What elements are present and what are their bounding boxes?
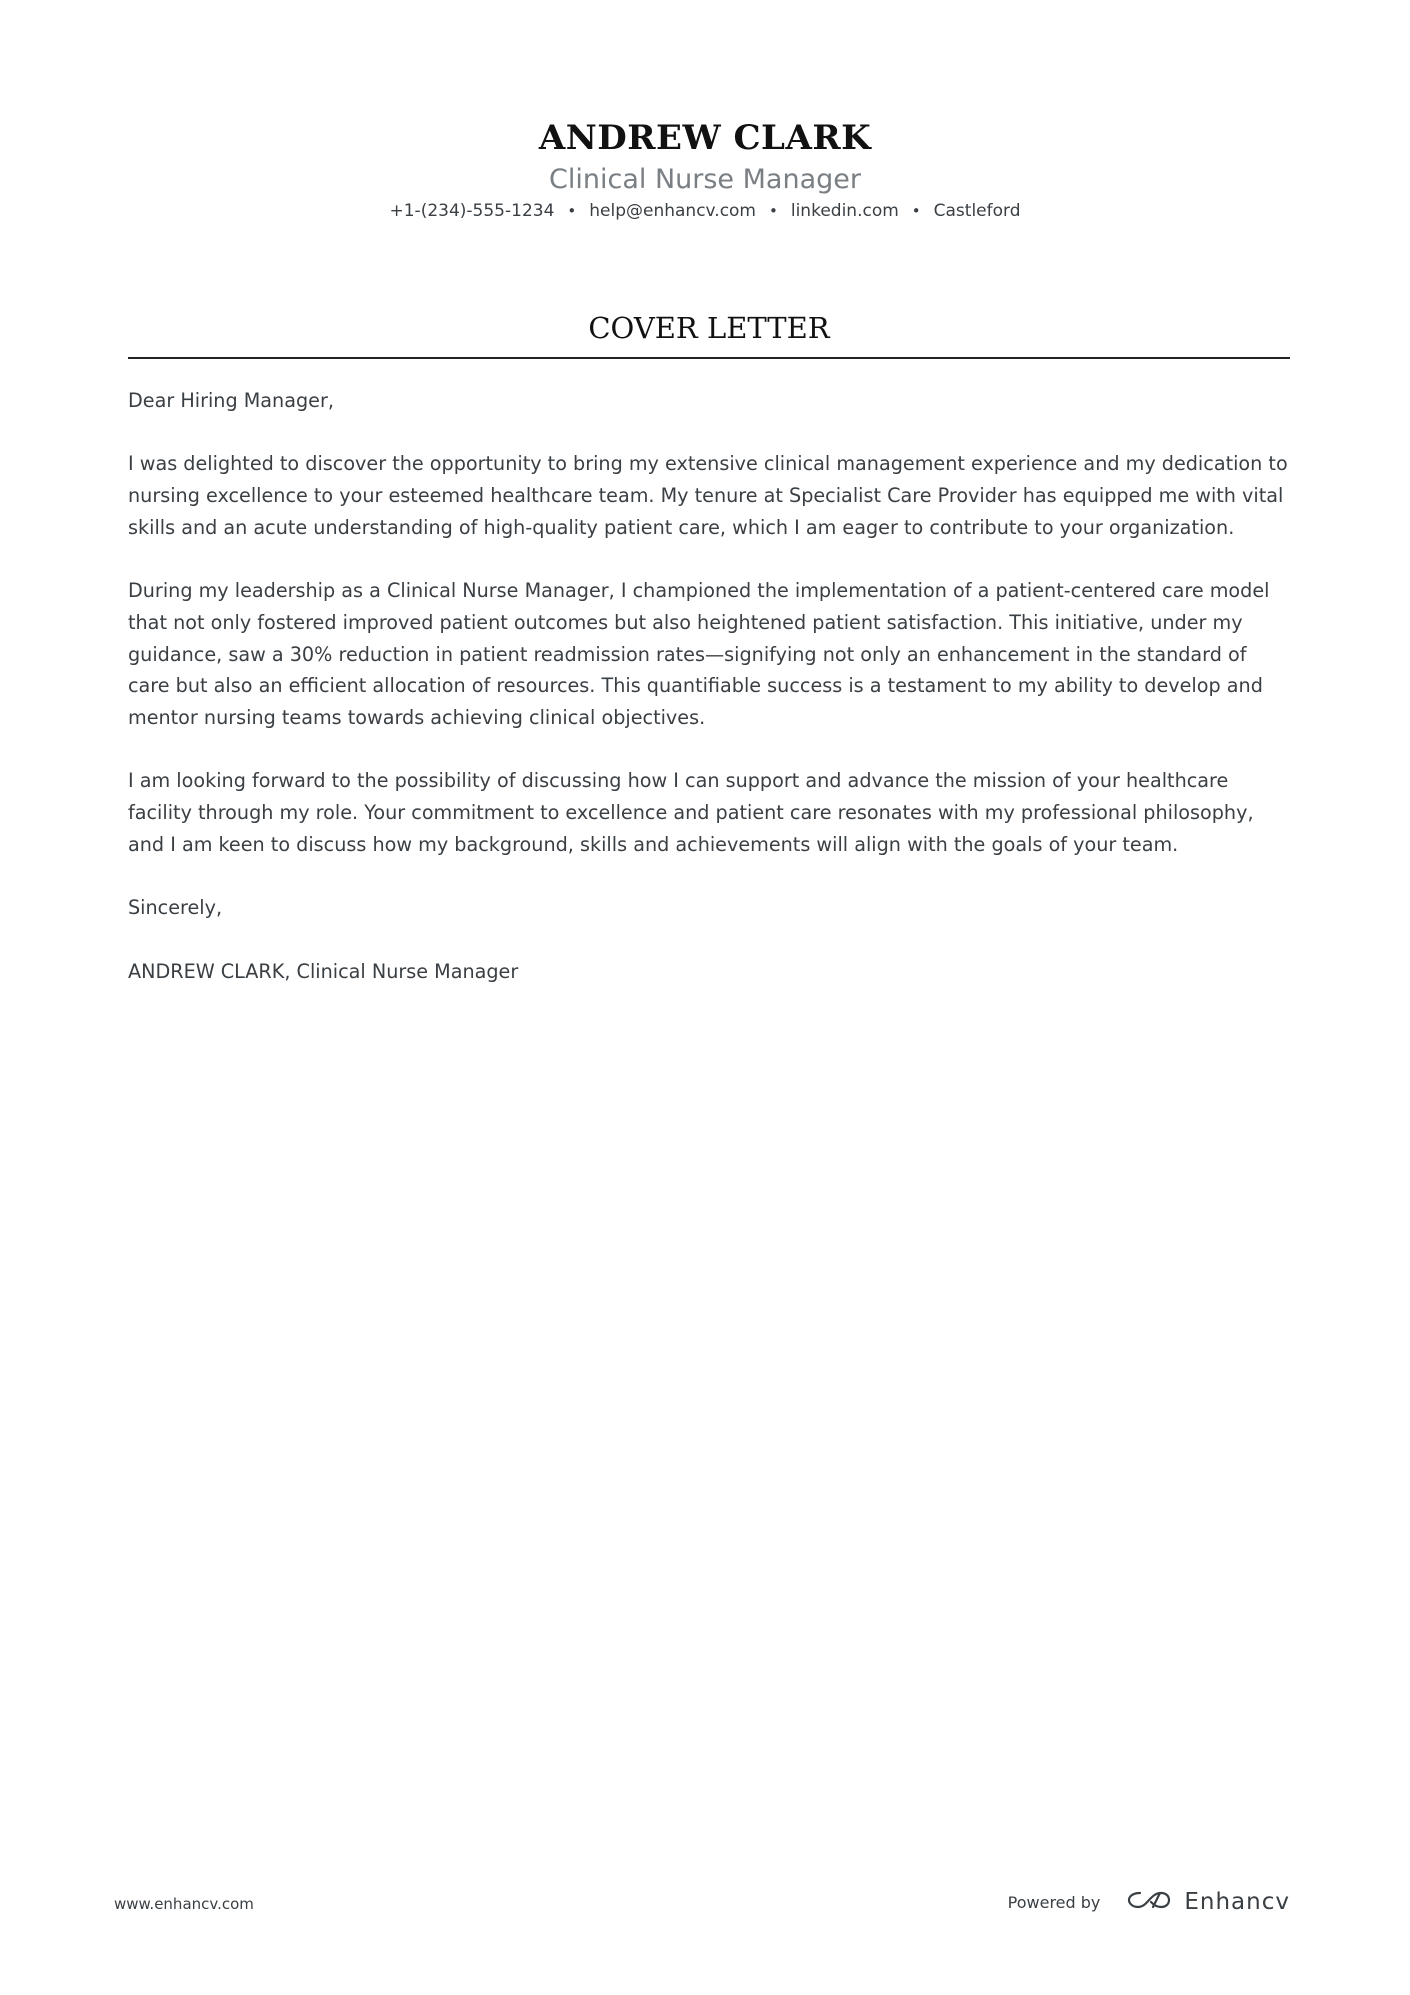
contact-phone: +1-(234)-555-1234 [389,201,555,221]
enhancv-logo-icon [1126,1888,1184,1916]
brand-name: Enhancv [1184,1889,1290,1915]
separator-dot: • [911,202,921,220]
contact-linkedin[interactable]: linkedin.com [790,201,899,221]
letter-paragraph-3: I am looking forward to the possibility of discussing how I can support and advance the mission of your healthcare facility through my role. Your commitment to excellence and patient care resonates with my professional philosophy, and I am keen to discuss how my background, skills and achievements will align with the goals of your team. [128,769,1254,856]
powered-by-label: Powered by [1007,1892,1101,1912]
separator-dot: • [567,202,577,220]
section-title: COVER LETTER [588,311,830,345]
resume-header [0,112,1410,224]
section-divider [128,357,1290,359]
contact-email[interactable]: help@enhancv.com [589,201,756,221]
letter-body [128,385,1293,1019]
contact-line [0,198,1410,224]
separator-dot: • [769,202,778,220]
letter-paragraph-2: During my leadership as a Clinical Nurse Manager, I championed the implementation of a patient-centered care model that not only fostered improved patient outcomes but also heightened patient satisfaction. This initiative, under my guidance, saw a 30% reduction in patient readmission rates—signifying not only an enhancement in the standard of care but also an efficient allocation of resources. This quantifiable success is a testament to my ability to develop and mentor nursing teams towards achieving clinical objectives. [128,579,1270,729]
candidate-role: Clinical Nurse Manager [549,164,861,195]
candidate-name: ANDREW CLARK [538,118,872,158]
footer-branding [1008,1888,1290,1916]
footer-website[interactable]: www.enhancv.com [114,1895,254,1913]
contact-location: Castleford [933,201,1021,221]
letter-salutation: Dear Hiring Manager, [128,389,334,412]
letter-closing: Sincerely, [128,896,223,920]
letter-paragraph-1: I was delighted to discover the opportunity to bring my extensive clinical management experience and my dedication to nursing excellence to your esteemed healthcare team. My tenure at Specialist Care Provider has equipped me with vital skills and an acute understanding of high-quality patient care, which I am eager to contribute to your organization. [128,452,1288,539]
letter-signature: ANDREW CLARK, Clinical Nurse Manager [128,959,519,983]
